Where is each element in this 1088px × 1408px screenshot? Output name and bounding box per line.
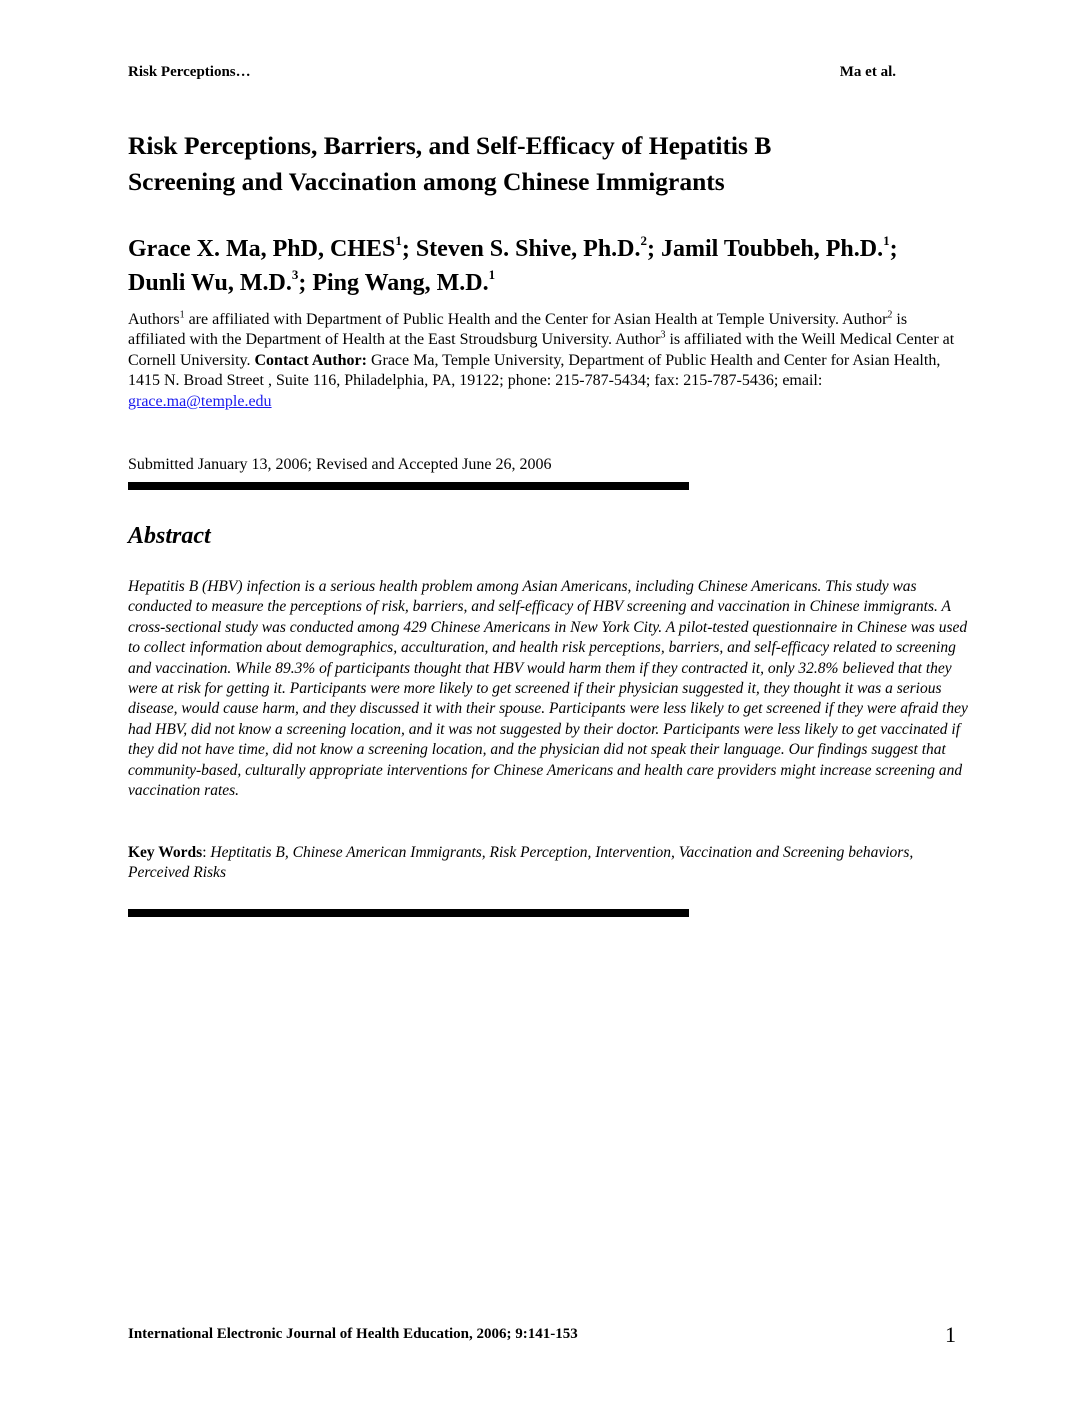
- email-link[interactable]: grace.ma@temple.edu: [128, 392, 272, 410]
- affiliation-paragraph: [128, 310, 958, 412]
- contact-author-label: Contact Author:: [254, 351, 367, 369]
- author-name: Grace X. Ma, PhD, CHES: [128, 236, 396, 262]
- section-divider: [128, 482, 689, 490]
- affiliation-text: Author: [842, 311, 888, 328]
- affiliation-mark: 3: [660, 330, 666, 342]
- contact-author-text: Grace Ma, Temple University, Department of Public Health and Center for Asian Health, 1415 N. Broad Street , Suite 116, Philadelphia, PA, 19122; phone: 215-787-5434; fax: 215-787-5436; email:: [128, 351, 941, 390]
- submission-dates: Submitted January 13, 2006; Revised and Accepted June 26, 2006: [128, 456, 552, 473]
- journal-citation: International Electronic Journal of Health Education, 2006; 9:141-153: [128, 1326, 578, 1342]
- affiliation-text: is affiliated with the Weill Medical Center at Cornell University.: [128, 331, 955, 369]
- section-divider: [128, 909, 689, 917]
- author-name: Jamil Toubbeh, Ph.D.: [661, 236, 884, 262]
- author-name: Steven S. Shive, Ph.D.: [415, 236, 641, 262]
- running-title: Risk Perceptions…: [128, 64, 251, 80]
- author-name: Dunli Wu, M.D.: [128, 270, 292, 296]
- paper-title-line-1: Risk Perceptions, Barriers, and Self-Efficacy of Hepatitis B: [128, 131, 772, 160]
- author-list: [128, 232, 968, 300]
- affiliation-mark: 1: [179, 309, 185, 321]
- author-affiliation-mark: 1: [883, 233, 890, 248]
- author-name: Ping Wang, M.D.: [312, 270, 489, 296]
- keywords-list: Heptitatis B, Chinese American Immigrants, Risk Perception, Intervention, Vaccination and Screening behaviors, Perceived Risks: [128, 844, 914, 882]
- keywords-colon: :: [202, 844, 211, 861]
- keywords: [128, 843, 948, 884]
- paper-title-line-2: Screening and Vaccination among Chinese Immigrants: [128, 167, 725, 196]
- author-separator: ;: [647, 236, 662, 262]
- affiliation-text: Authors: [128, 311, 180, 328]
- author-separator: ;: [889, 236, 898, 262]
- author-separator: ;: [298, 270, 313, 296]
- affiliation-text: is affiliated with the Department of Health at the East Stroudsburg University.: [128, 311, 908, 349]
- keywords-label: Key Words: [128, 844, 203, 861]
- running-authors: Ma et al.: [839, 64, 896, 80]
- abstract-body: Hepatitis B (HBV) infection is a serious health problem among Asian Americans, including Chinese Americans. This study was conducted to measure the perceptions of risk, barriers, and self-efficacy of HBV screening and vaccination in Chinese immigrants. A cross-sectional study was conducted among 429 Chinese Americans in New York City. A pilot-tested questionnaire in Chinese was used to collect information about demographics, acculturation, and health risk perceptions, barriers, and self-efficacy related to screening and vaccination. While 89.3% of participants thought that HBV would harm them if they contracted it, only 32.8% believed that they were at risk for getting it. Participants were more likely to get screened if their physician suggested it, they thought it was a serious disease, would cause harm, and they discussed it with their spouse. Participants were less likely to get screened if they were afraid they had HBV, did not know a screening location, and it was not suggested by their doctor. Participants were less likely to get vaccinated if they did not have time, did not know a screening location, and the physician did not speak their language. Our findings suggest that community-based, culturally appropriate interventions for Chinese Americans and health care providers might increase screening and vaccination rates.: [128, 578, 968, 800]
- author-separator: ;: [401, 236, 416, 262]
- paper-title: [128, 128, 928, 200]
- affiliation-text: are affiliated with Department of Public Health and the Center for Asian Health at Temple University.: [184, 311, 839, 328]
- affiliation-mark: 2: [887, 309, 893, 321]
- author-affiliation-mark: 3: [291, 267, 299, 282]
- author-affiliation-mark: 1: [395, 233, 402, 248]
- author-affiliation-mark: 1: [488, 267, 496, 282]
- affiliation-text: Author: [615, 331, 661, 349]
- author-affiliation-mark: 2: [640, 233, 648, 248]
- author-line-2: [128, 266, 968, 300]
- page-number: 1: [945, 1322, 956, 1347]
- abstract-heading: Abstract: [128, 523, 211, 549]
- author-line-1: [128, 232, 968, 266]
